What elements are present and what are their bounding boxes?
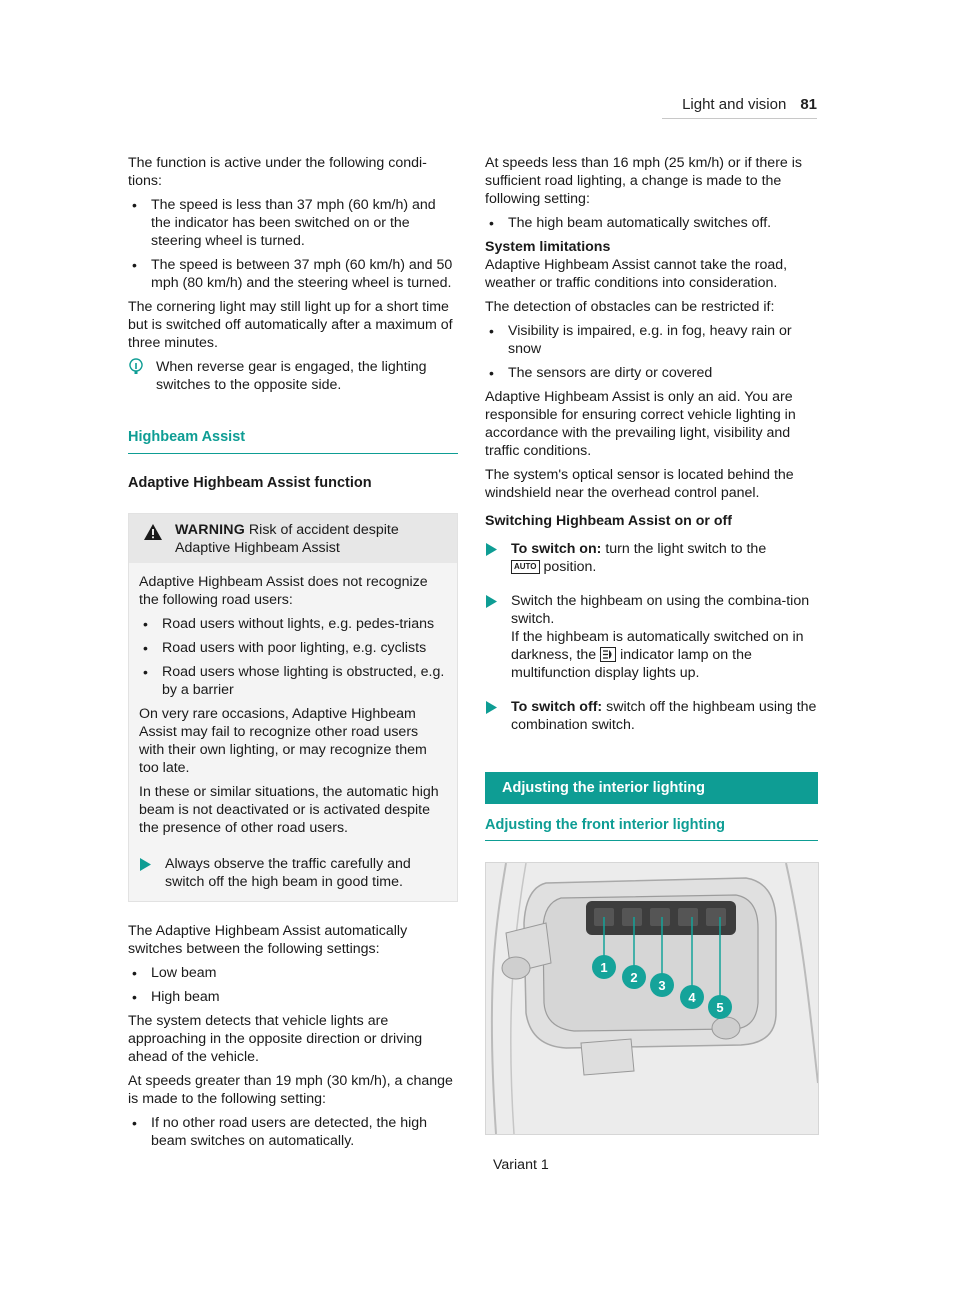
step-arrow-icon — [485, 595, 497, 608]
list-item: • The sensors are dirty or covered — [485, 364, 818, 382]
list-item: • The speed is less than 37 mph (60 km/h) and the indicator has been switched on or the steering wheel is turned. — [128, 196, 458, 250]
list-item: • Low beam — [128, 964, 458, 982]
intro-list — [128, 196, 458, 292]
list-item: • Road users whose lighting is obstructed, e.g. by a barrier — [139, 663, 447, 699]
list-item: • Visibility is impaired, e.g. in fog, heavy rain or snow — [485, 322, 818, 358]
auto-light-icon: AUTO — [511, 560, 540, 574]
figure-caption: Variant 1 — [493, 1157, 549, 1173]
step-arrow-icon — [485, 543, 497, 556]
step-arrow-icon — [139, 858, 151, 871]
note — [128, 358, 458, 394]
step-text: turn the light switch to the — [605, 541, 767, 557]
warning-text: In these or similar situations, the automatic high beam is not deactivated or is activated despite the presence of other road users. — [139, 784, 439, 836]
aid-text: Adaptive Highbeam Assist is only an aid. You are responsible for ensuring correct vehicle lighting in accordance with the prevailing light, visibility and traffic conditions. — [485, 389, 796, 459]
callout-label: 4 — [688, 990, 696, 1005]
callout-label: 3 — [658, 978, 666, 993]
step-text: indicator lamp on the multifunction display lights up. — [511, 647, 752, 681]
warning-body — [129, 563, 457, 901]
running-header — [682, 96, 817, 113]
high-beam-indicator-icon — [600, 647, 616, 662]
callout-label: 5 — [716, 1000, 724, 1015]
sensor-text: The system's optical sensor is located behind the windshield near the overhead control panel. — [485, 467, 794, 501]
header-rule — [662, 118, 817, 119]
list-item: • The high beam automatically switches off. — [485, 214, 818, 232]
limits-heading: System limitations — [485, 239, 611, 255]
step-arrow-icon — [485, 701, 497, 714]
warning-header — [129, 514, 457, 563]
list-item: • High beam — [128, 988, 458, 1006]
list-item: • If no other road users are detected, the high beam switches on automatically. — [128, 1114, 458, 1150]
settings-list — [128, 964, 458, 1006]
detection-list — [485, 322, 818, 382]
warning-text: On very rare occasions, Adaptive Highbeam Assist may fail to recognize other road users with their own lighting, or may recognize them too late. — [139, 706, 427, 776]
warning-step — [139, 855, 447, 891]
callout-4 — [680, 985, 704, 1009]
cornering-text: The cornering light may still light up for a short time but is switched off automatically after a maximum of three minutes. — [128, 299, 453, 351]
header-section: Light and vision — [682, 96, 787, 113]
detects-text: The system detects that vehicle lights are approaching in the opposite direction or driving ahead of the vehicle. — [128, 1013, 423, 1065]
warning-list — [139, 615, 447, 699]
warning-label: WARNING — [175, 522, 245, 538]
list-item: • Road users with poor lighting, e.g. cyclists — [139, 639, 447, 657]
note-text: When reverse gear is engaged, the lighting switches to the opposite side. — [156, 359, 427, 393]
list-item: • Road users without lights, e.g. pedes-trians — [139, 615, 447, 633]
warning-triangle-icon — [143, 523, 163, 541]
limits-text: Adaptive Highbeam Assist cannot take the road, weather or traffic conditions into consideration. — [485, 257, 788, 291]
step-text: Always observe the traffic carefully and switch off the high beam in good time. — [165, 856, 411, 890]
step-switch-on — [485, 540, 818, 576]
callout-label: 2 — [630, 970, 638, 985]
subsection-title: Adjusting the front interior lighting — [485, 816, 818, 841]
warning-title: Risk of accident despite Adaptive Highbeam Assist — [175, 522, 399, 556]
step-text: position. — [543, 559, 597, 575]
step-text: switch off the highbeam using the combination switch. — [511, 699, 817, 733]
step-switch-off — [485, 698, 818, 734]
warning-box — [128, 513, 458, 902]
step-text: If the highbeam is automatically switched on in darkness, the — [511, 629, 804, 663]
info-note-icon — [128, 358, 144, 376]
callout-5 — [708, 995, 732, 1019]
warning-text: Adaptive Highbeam Assist does not recognize the following road users: — [139, 574, 428, 608]
right-column — [485, 154, 818, 1174]
callout-1 — [592, 955, 616, 979]
intro-text: The function is active under the following condi-tions: — [128, 155, 427, 189]
step-combination — [485, 592, 818, 682]
detection-text: The detection of obstacles can be restricted if: — [485, 299, 775, 315]
page-number: 81 — [800, 96, 817, 113]
list-item: • The speed is between 37 mph (60 km/h) and 50 mph (80 km/h) and the steering wheel is turned. — [128, 256, 458, 292]
section-title: Highbeam Assist — [128, 428, 458, 454]
subsection-title: Adaptive Highbeam Assist function — [128, 475, 372, 491]
section-band-title: Adjusting the interior lighting — [485, 772, 818, 804]
switches-intro: The Adaptive Highbeam Assist automatically switches between the following settings: — [128, 923, 408, 957]
greater-list — [128, 1114, 458, 1150]
callout-3 — [650, 973, 674, 997]
overhead-panel-illustration — [486, 863, 818, 1134]
switching-heading: Switching Highbeam Assist on or off — [485, 513, 732, 529]
step-bold: To switch off: — [511, 699, 603, 715]
step-bold: To switch on: — [511, 541, 602, 557]
callout-2 — [622, 965, 646, 989]
less-text: At speeds less than 16 mph (25 km/h) or if there is sufficient road lighting, a change is made to the following setting: — [485, 155, 803, 207]
greater-text: At speeds greater than 19 mph (30 km/h), a change is made to the following setting: — [128, 1073, 453, 1107]
left-column — [128, 154, 458, 1156]
less-list — [485, 214, 818, 232]
overhead-control-panel-figure — [485, 862, 819, 1135]
callout-label: 1 — [600, 960, 608, 975]
step-text: Switch the highbeam on using the combina-tion switch. — [511, 593, 810, 627]
